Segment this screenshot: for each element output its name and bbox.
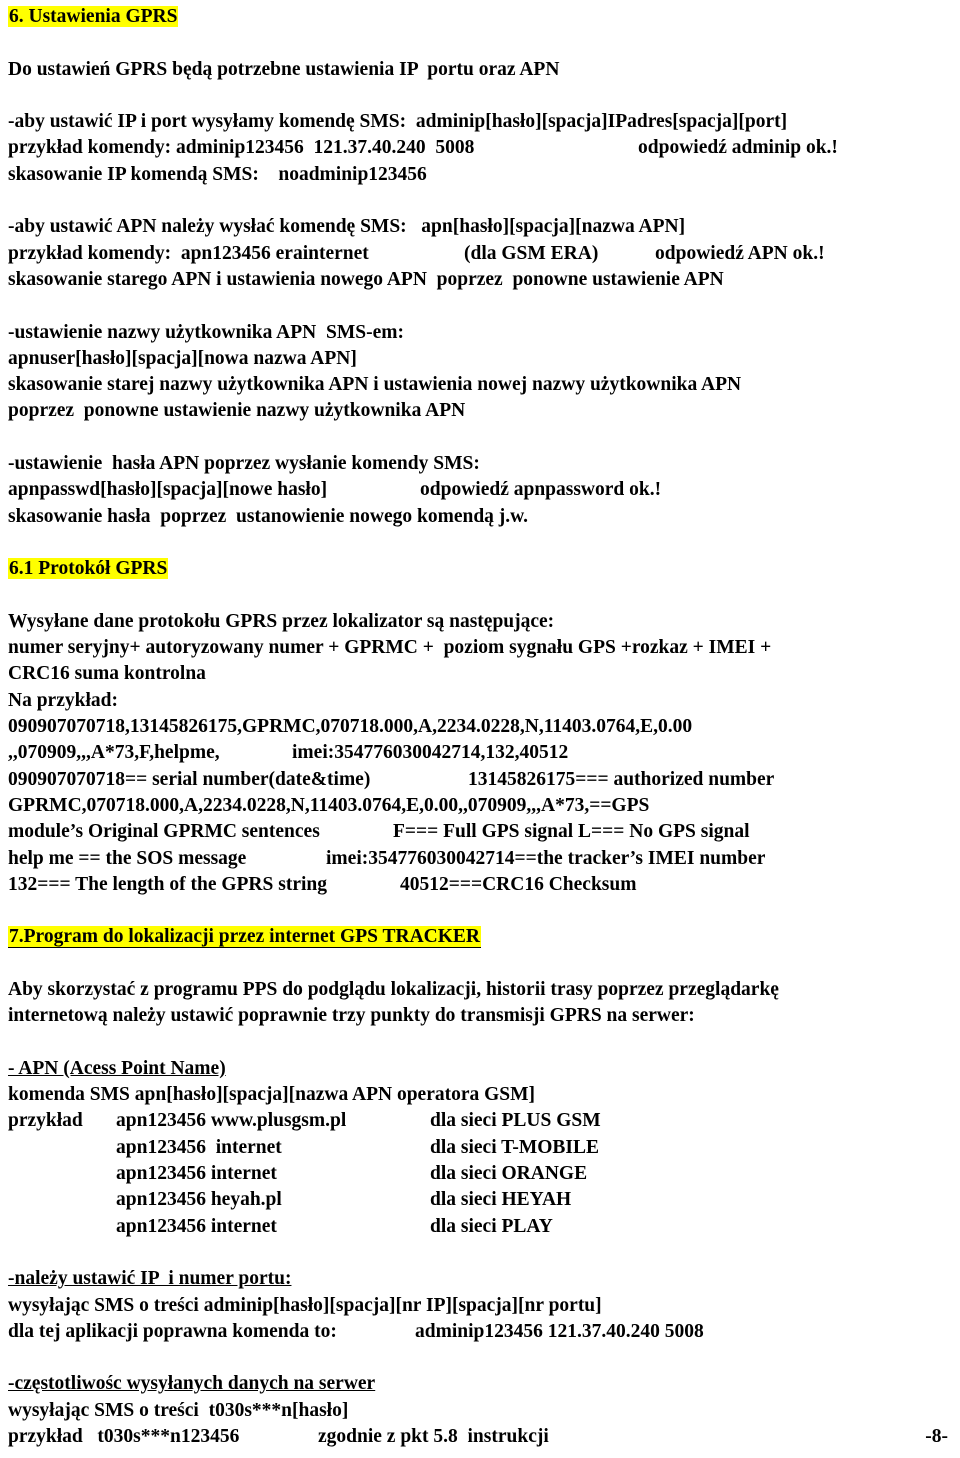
protocol-example-1: 090907070718,13145826175,GPRMC,070718.000,A,2234.0228,N,11403.0764,E,0.00 (8, 716, 693, 738)
protocol-line-4: Na przykład: (8, 689, 118, 711)
section-7-paragraph-2: internetową należy ustawić poprawnie trzy punkty do transmisji GPRS na serwer: (8, 1005, 695, 1027)
apn-pass-command: apnpasswd[hasło][spacja][nowe hasło] (8, 479, 328, 501)
apn-response: odpowiedź APN ok.! (655, 242, 825, 264)
apn-pass-instruction: -ustawienie hasła APN poprzez wysłanie komendy SMS: (8, 453, 480, 475)
apn-pass-delete: skasowanie hasła poprzez ustanowienie nowego komendą j.w. (8, 505, 529, 527)
ip-port-command: adminip123456 121.37.40.240 5008 (415, 1320, 704, 1342)
protocol-legend-1b: 13145826175=== authorized number (468, 768, 775, 790)
apn-table-cmd: apn123456 internet (116, 1215, 277, 1237)
apn-table-row (8, 1214, 952, 1240)
protocol-legend-5a: 132=== The length of the GPRS string (8, 873, 327, 895)
protocol-legend-4b: imei:354776030042714==the tracker’s IMEI number (326, 847, 766, 869)
frequency-example-line (8, 1424, 952, 1450)
section-6-heading: 6. Ustawienia GPRS (9, 6, 178, 27)
apn-delete: skasowanie starego APN i ustawienia nowego APN poprzez ponowne ustawienie APN (8, 268, 724, 290)
apn-example-line (8, 241, 952, 267)
protocol-legend-5-line (8, 872, 952, 898)
protocol-legend-5b: 40512===CRC16 Checksum (400, 873, 637, 895)
ip-port-instruction: wysyłając SMS o treści adminip[hasło][spacja][nr IP][spacja][nr portu] (8, 1294, 602, 1316)
protocol-example-2-line (8, 740, 952, 766)
frequency-subheading-line (8, 1371, 952, 1397)
apn-table-row (8, 1108, 952, 1134)
apn-pass-command-line (8, 477, 952, 503)
protocol-legend-3b: F=== Full GPS signal L=== No GPS signal (393, 821, 750, 843)
apn-table-network: dla sieci T-MOBILE (430, 1136, 600, 1158)
section-61-heading-line (8, 556, 952, 582)
ip-instruction: -aby ustawić IP i port wysyłamy komendę SMS: adminip[hasło][spacja]IPadres[spacja][port] (8, 111, 788, 133)
section-6-intro: Do ustawień GPRS będą potrzebne ustawienia IP portu oraz APN (8, 58, 560, 80)
protocol-legend-3-line (8, 819, 952, 845)
protocol-example-2b: imei:354776030042714,132,40512 (292, 742, 569, 764)
protocol-legend-3a: module’s Original GPRMC sentences (8, 821, 320, 843)
apn-table-row (8, 1135, 952, 1161)
apn-subheading-line (8, 1056, 952, 1082)
section-61-heading: 6.1 Protokół GPRS (9, 558, 168, 580)
protocol-legend-2: GPRMC,070718.000,A,2234.0228,N,11403.0764,E,0.00,,070909,,,A*73,==GPS (8, 794, 650, 816)
frequency-reference: zgodnie z pkt 5.8 instrukcji (318, 1426, 549, 1448)
section-7-paragraph-1: Aby skorzystać z programu PPS do podglądu lokalizacji, historii trasy poprzez przeglądarkę (8, 978, 779, 1000)
section-6-heading-line (8, 4, 952, 30)
apn-instruction: -aby ustawić APN należy wysłać komendę SMS: apn[hasło][spacja][nazwa APN] (8, 216, 686, 238)
frequency-example: przykład t030s***n123456 (8, 1426, 240, 1448)
frequency-instruction: wysyłając SMS o treści t030s***n[hasło] (8, 1399, 349, 1421)
protocol-line-1: Wysyłane dane protokołu GPRS przez lokalizator są następujące: (8, 610, 555, 632)
protocol-line-3: CRC16 suma kontrolna (8, 663, 206, 685)
apn-table-row (8, 1161, 952, 1187)
apn-table-row (8, 1187, 952, 1213)
protocol-legend-1a: 090907070718== serial number(date&time) (8, 768, 371, 790)
apn-operator-command: komenda SMS apn[hasło][spacja][nazwa APN operatora GSM] (8, 1084, 536, 1106)
apn-table-cmd: apn123456 www.plusgsm.pl (116, 1110, 347, 1132)
protocol-line-2: numer seryjny+ autoryzowany numer + GPRMC + poziom sygnału GPS +rozkaz + IMEI + (8, 637, 772, 659)
apn-table-cmd: apn123456 heyah.pl (116, 1189, 282, 1211)
page-number: -8- (925, 1426, 948, 1448)
apn-user-command: apnuser[hasło][spacja][nowa nazwa APN] (8, 347, 357, 369)
section-7-heading: 7.Program do lokalizacji przez internet GPS TRACKER (9, 926, 481, 948)
apn-table-network: dla sieci PLAY (430, 1215, 553, 1237)
apn-table-network: dla sieci HEYAH (430, 1189, 572, 1211)
document-page (8, 4, 952, 1450)
section-7-heading-line (8, 924, 952, 950)
apn-pass-response: odpowiedź apnpassword ok.! (420, 479, 662, 501)
apn-user-instruction: -ustawienie nazwy użytkownika APN SMS-em: (8, 321, 404, 343)
protocol-legend-4-line (8, 846, 952, 872)
apn-user-delete-1: skasowanie starej nazwy użytkownika APN i ustawienia nowej nazwy użytkownika APN (8, 374, 742, 396)
apn-table-network: dla sieci PLUS GSM (430, 1110, 601, 1132)
apn-table-network: dla sieci ORANGE (430, 1163, 588, 1185)
ip-response: odpowiedź adminip ok.! (638, 137, 838, 159)
ip-delete: skasowanie IP komendą SMS: noadminip123456 (8, 163, 427, 185)
ip-example: przykład komendy: adminip123456 121.37.40.240 5008 (8, 137, 475, 159)
ip-port-subheading-line (8, 1266, 952, 1292)
apn-table-cmd: apn123456 internet (116, 1163, 277, 1185)
apn-table-cmd: apn123456 internet (116, 1136, 282, 1158)
apn-example-label: przykład (8, 1110, 83, 1132)
apn-subheading: - APN (Acess Point Name) (8, 1057, 226, 1079)
apn-user-delete-2: poprzez ponowne ustawienie nazwy użytkownika APN (8, 400, 466, 422)
ip-port-command-label: dla tej aplikacji poprawna komenda to: (8, 1320, 337, 1342)
ip-example-line (8, 135, 952, 161)
protocol-example-2a: ,,070909,,,A*73,F,helpme, (8, 742, 220, 764)
protocol-legend-1-line (8, 767, 952, 793)
protocol-legend-4a: help me == the SOS message (8, 847, 247, 869)
ip-port-command-line (8, 1319, 952, 1345)
ip-port-subheading: -należy ustawić IP i numer portu: (8, 1268, 292, 1290)
apn-example: przykład komendy: apn123456 erainternet (8, 242, 369, 264)
frequency-subheading: -częstotliwośc wysyłanych danych na serwer (8, 1373, 376, 1395)
apn-example-network: (dla GSM ERA) (464, 242, 599, 264)
